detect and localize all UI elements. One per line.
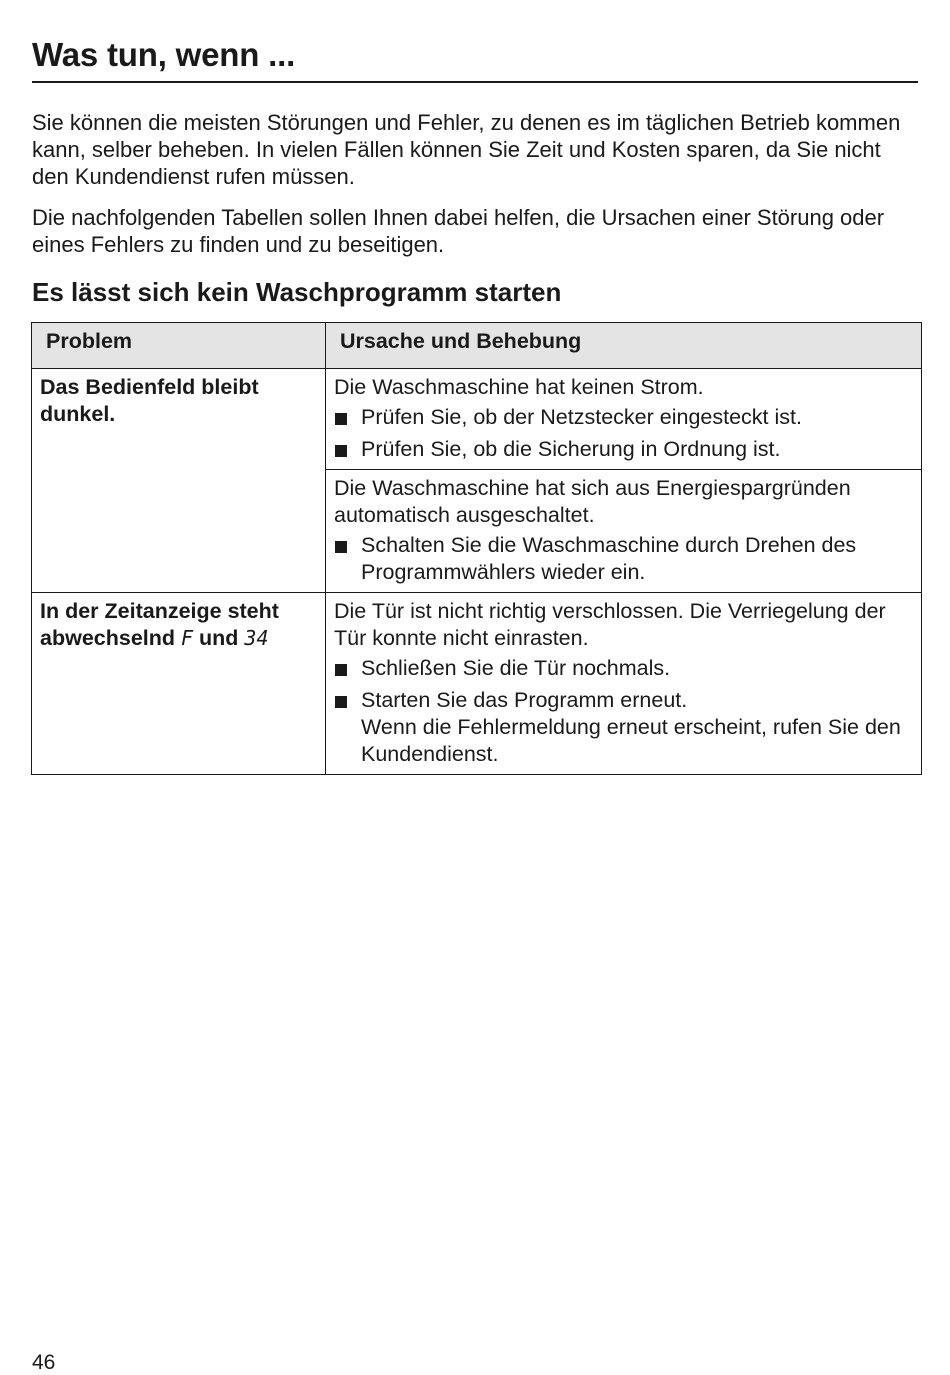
cause-cell: [326, 593, 922, 775]
table-header-row: [32, 323, 922, 369]
action-note: Wenn die Fehlermeldung erneut erscheint, rufen Sie den Kundendienst.: [361, 715, 901, 766]
action-item: Schalten Sie die Waschmaschine durch Drehen des Programmwählers wieder ein.: [334, 532, 913, 586]
cause-cell: [326, 470, 922, 593]
problem-text: In der Zeitanzeige steht abwechselnd: [40, 599, 279, 650]
page-number: 46: [32, 1351, 56, 1374]
page-title: Was tun, wenn ...: [32, 36, 296, 73]
action-list: [334, 404, 913, 463]
action-item: Schließen Sie die Tür nochmals.: [334, 655, 913, 682]
display-code-f: F: [181, 626, 194, 650]
troubleshooting-table: [31, 322, 922, 775]
column-header-problem: Problem: [32, 323, 326, 369]
title-divider: [32, 81, 918, 83]
intro-paragraph: Die nachfolgenden Tabellen sollen Ihnen dabei helfen, die Ursachen einer Störung oder eines Fehlers zu finden und zu beseitigen.: [32, 205, 885, 257]
action-list: [334, 532, 913, 586]
action-list: [334, 655, 913, 768]
problem-cell: Das Bedienfeld bleibt dunkel.: [32, 369, 326, 593]
action-item: [334, 687, 913, 768]
cause-text: Die Tür ist nicht richtig verschlossen. Die Verriegelung der Tür konnte nicht einrasten.: [334, 599, 886, 650]
cause-cell: [326, 369, 922, 470]
display-code-34: 34: [244, 626, 269, 650]
column-header-cause: Ursache und Behebung: [326, 323, 922, 369]
action-text: Starten Sie das Programm erneut.: [361, 688, 688, 712]
intro-paragraph: Sie können die meisten Störungen und Fehler, zu denen es im täglichen Betrieb kommen kann, selber beheben. In vielen Fällen können Sie Zeit und Kosten sparen, da Sie nicht den Kundendienst rufen müssen.: [32, 110, 901, 189]
table-row: [32, 593, 922, 775]
problem-text: und: [199, 626, 239, 650]
cause-text: Die Waschmaschine hat sich aus Energiespargründen automatisch ausgeschaltet.: [334, 476, 851, 527]
section-heading: Es lässt sich kein Waschprogramm starten: [32, 277, 562, 307]
table-row: [32, 369, 922, 470]
action-item: Prüfen Sie, ob der Netzstecker eingesteckt ist.: [334, 404, 913, 431]
cause-text: Die Waschmaschine hat keinen Strom.: [334, 375, 704, 399]
action-item: Prüfen Sie, ob die Sicherung in Ordnung ist.: [334, 436, 913, 463]
problem-cell: [32, 593, 326, 775]
